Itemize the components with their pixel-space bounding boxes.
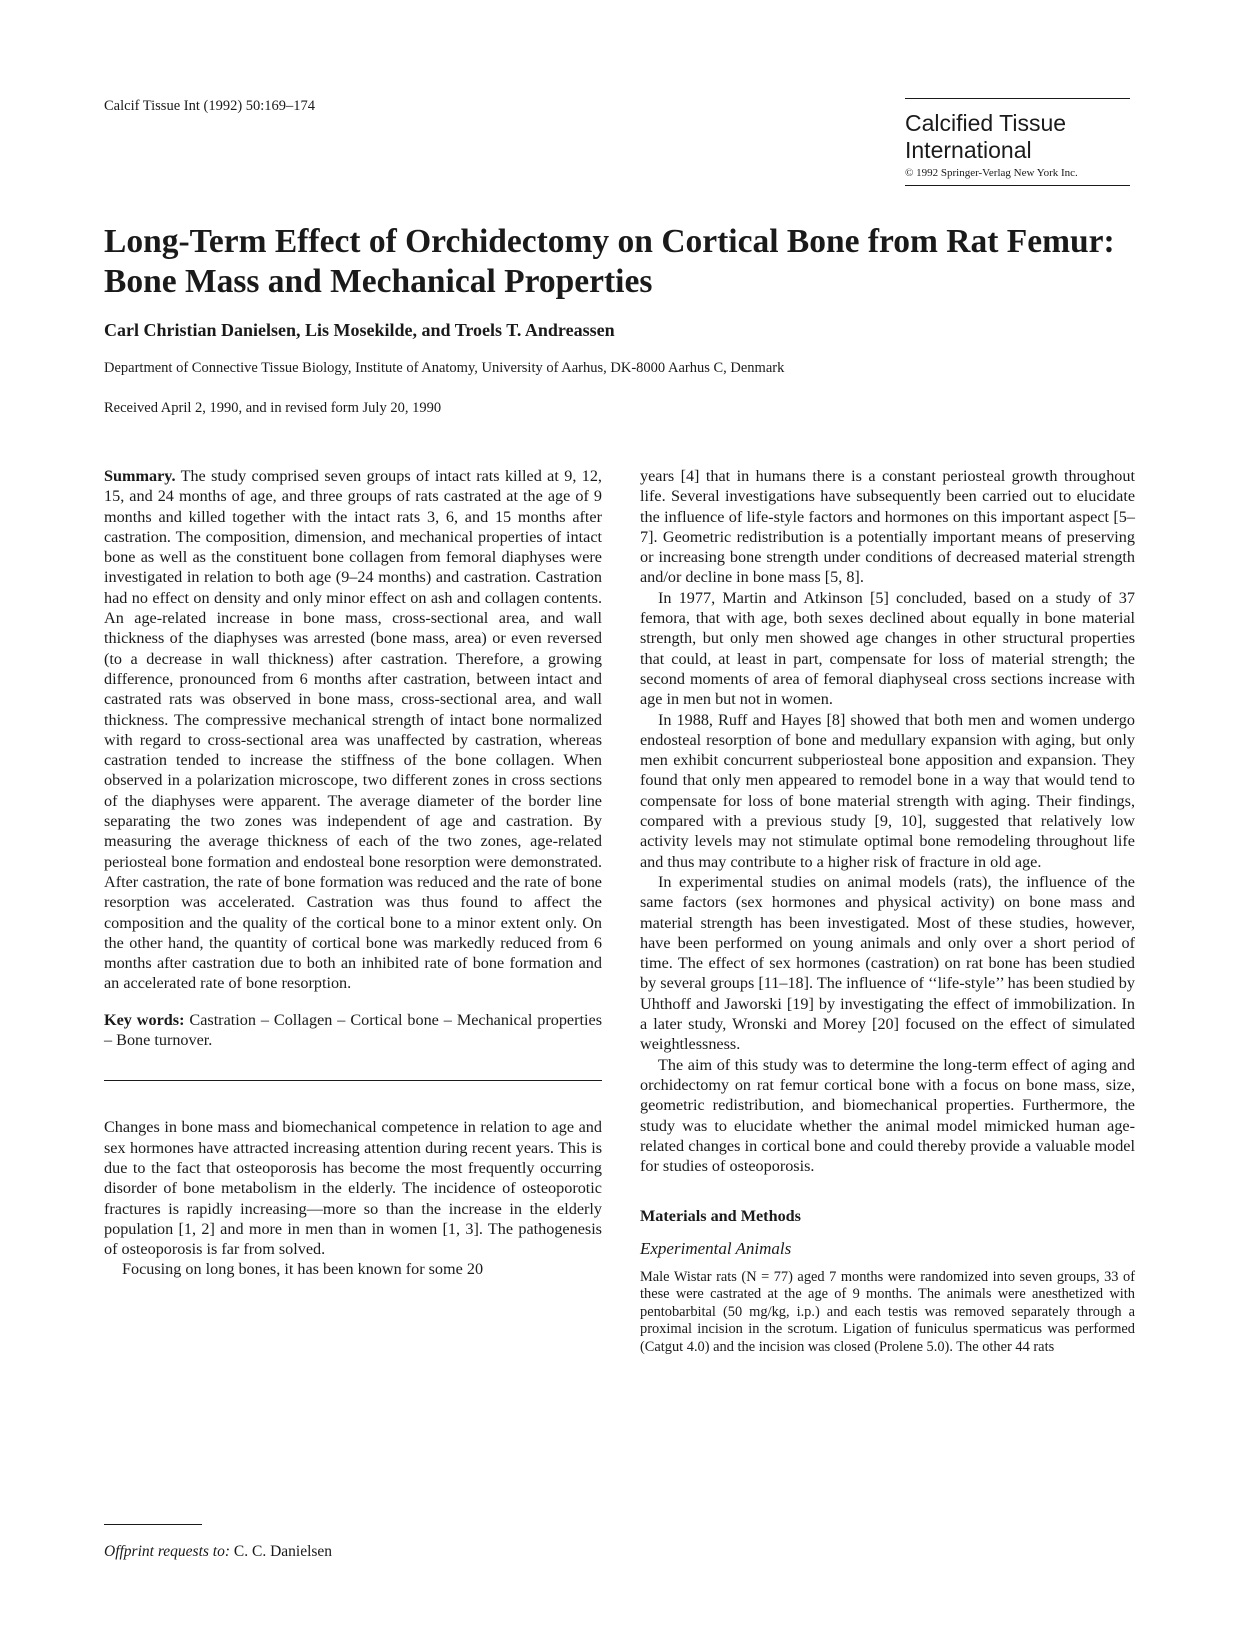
intro-right-paragraph-4: In experimental studies on animal models (rats), the influence of the same factors (sex hormones and physical activity) on bone mass and material strength has been investigated. Most of these studies, however, have been performed on young animals and only over a short period of time. The effect of sex hormones (castration) on rat bone has been studied by several groups [11–18]. The influence of ‘‘life-style’’ has been studied by Uhthoff and Jaworski [19] by investigating the effect of immobilization. In a later study, Wronski and Morey [20] focused on the effect of simulated weightlessness. <box>640 872 1135 1054</box>
right-column <box>640 466 1135 1356</box>
offprint-label: Offprint requests to: <box>104 1543 231 1560</box>
offprint-footnote <box>104 1543 332 1561</box>
affiliation: Department of Connective Tissue Biology, Institute of Anatomy, University of Aarhus, DK-8000 Aarhus C, Denmark <box>104 360 785 376</box>
journal-name-line2: International <box>905 137 1032 163</box>
journal-name <box>905 110 1130 164</box>
intro-paragraph-1: Changes in bone mass and biomechanical competence in relation to age and sex hormones have attracted increasing attention during recent years. This is due to the fact that osteoporosis has become the most frequently occurring disorder of bone metabolism in the elderly. The incidence of osteoporotic fractures is rapidly increasing—more so than the increase in the elderly population [1, 2] and more in men than in women [1, 3]. The pathogenesis of osteoporosis is far from solved. <box>104 1118 602 1259</box>
journal-name-line1: Calcified Tissue <box>905 110 1067 136</box>
methods-paragraph: Male Wistar rats (N = 77) aged 7 months were randomized into seven groups, 33 of these were castrated at the age of 9 months. The animals were anesthetized with pentobarbital (50 mg/kg, i.p.) and each testis was removed separately through a proximal incision in the scrotum. Ligation of funiculus spermaticus was performed (Catgut 4.0) and the incision was closed (Prolene 5.0). The other 44 rats <box>640 1268 1135 1355</box>
summary-text: The study comprised seven groups of intact rats killed at 9, 12, 15, and 24 months of age, and three groups of rats castrated at the age of 9 months and killed together with the intact rats 3, 6, and 15 months after castration. The composition, dimension, and mechanical properties of intact bone as well as the constituent bone collagen from femoral diaphyses were investigated in relation to both age (9–24 months) and castration. Castration had no effect on density and only minor effect on ash and collagen contents. An age-related increase in bone mass, cross-sectional area, and wall thickness of the diaphyses was arrested (bone mass, area) or even reversed (to a decrease in wall thickness) after castration. Therefore, a growing difference, pronounced from 6 months after castration, between intact and castrated rats was observed in bone mass, cross-sectional area, and wall thickness. The compressive mechanical strength of intact bone normalized with regard to cross-sectional area was unaffected by castration, whereas castration tended to increase the stiffness of the bone collagen. When observed in a polarization microscope, two different zones in cross sections of the diaphyses were apparent. The average diameter of the border line separating the two zones was independent of age and castration. By measuring the average thickness of each of the two zones, age-related periosteal bone formation and endosteal bone resorption were demonstrated. After castration, the rate of bone formation was reduced and the rate of bone resorption was accelerated. Castration was thus found to affect the composition and the quality of the cortical bone to a minor extent only. On the other hand, the quantity of cortical bone was markedly reduced from 6 months after castration due to both an inhibited rate of bone formation and an accelerated rate of bone resorption. <box>104 467 602 993</box>
intro-right-paragraph-3: In 1988, Ruff and Hayes [8] showed that both men and women undergo endosteal resorption of bone and medullary expansion with aging, but only men exhibit concurrent subperiosteal bone apposition and expansion. They found that only men appeared to remodel bone in a way that would tend to compensate for loss of bone material strength with aging. Their findings, compared with a previous study [9, 10], suggested that relatively low activity levels may not stimulate optimal bone remodeling throughout life and thus may contribute to a higher risk of fracture in old age. <box>640 710 1135 871</box>
article-title <box>104 222 1144 302</box>
methods-heading: Materials and Methods <box>640 1207 801 1226</box>
offprint-name: C. C. Danielsen <box>233 1543 333 1560</box>
intro-right-paragraph-5: The aim of this study was to determine the long-term effect of aging and orchidectomy on rat femur cortical bone with a focus on bone mass, size, geometric redistribution, and biomechanical properties. Furthermore, the study was to elucidate whether the animal model mimicked human age-related changes in cortical bone and could thereby provide a valuable model for studies of osteoporosis. <box>640 1055 1135 1176</box>
title-line1: Long-Term Effect of Orchidectomy on Cortical Bone from Rat Femur: <box>104 223 1115 260</box>
journal-bottom-rule <box>905 185 1130 186</box>
citation: Calcif Tissue Int (1992) 50:169–174 <box>104 98 316 114</box>
methods-subheading: Experimental Animals <box>640 1238 792 1258</box>
intro-paragraph-2: Focusing on long bones, it has been known for some 20 <box>122 1260 484 1279</box>
intro-right-paragraph-2: In 1977, Martin and Atkinson [5] concluded, based on a study of 37 femora, that with age, both sexes declined about equally in bone material strength, but only men showed age changes in other structural properties that could, at least in part, compensate for loss of material strength; the second moments of area of femoral diaphyseal cross sections increase with age in men but not in women. <box>640 588 1135 709</box>
intro-right-paragraph-1: years [4] that in humans there is a constant periosteal growth throughout life. Several investigations have subsequently been carried out to elucidate the influence of life-style factors and hormones on this important aspect [5–7]. Geometric redistribution is a potentially important means of preserving or increasing bone strength under conditions of decreased material strength and/or decline in bone mass [5, 8]. <box>640 467 1135 587</box>
authors: Carl Christian Danielsen, Lis Mosekilde, and Troels T. Andreassen <box>104 320 615 340</box>
left-column <box>104 466 602 1280</box>
keywords-text: Castration – Collagen – Cortical bone – Mechanical properties – Bone turnover. <box>104 1010 602 1050</box>
abstract-separator <box>104 1080 602 1081</box>
received-date: Received April 2, 1990, and in revised form July 20, 1990 <box>104 400 442 416</box>
title-line2: Bone Mass and Mechanical Properties <box>104 263 653 300</box>
journal-top-rule <box>905 98 1130 99</box>
keywords-paragraph <box>104 1010 602 1051</box>
summary-label: Summary. <box>104 467 176 485</box>
journal-box <box>905 98 1130 186</box>
summary-paragraph <box>104 466 602 994</box>
keywords-label: Key words: <box>104 1010 185 1029</box>
copyright: © 1992 Springer-Verlag New York Inc. <box>905 167 1078 179</box>
footnote-rule <box>104 1524 202 1525</box>
